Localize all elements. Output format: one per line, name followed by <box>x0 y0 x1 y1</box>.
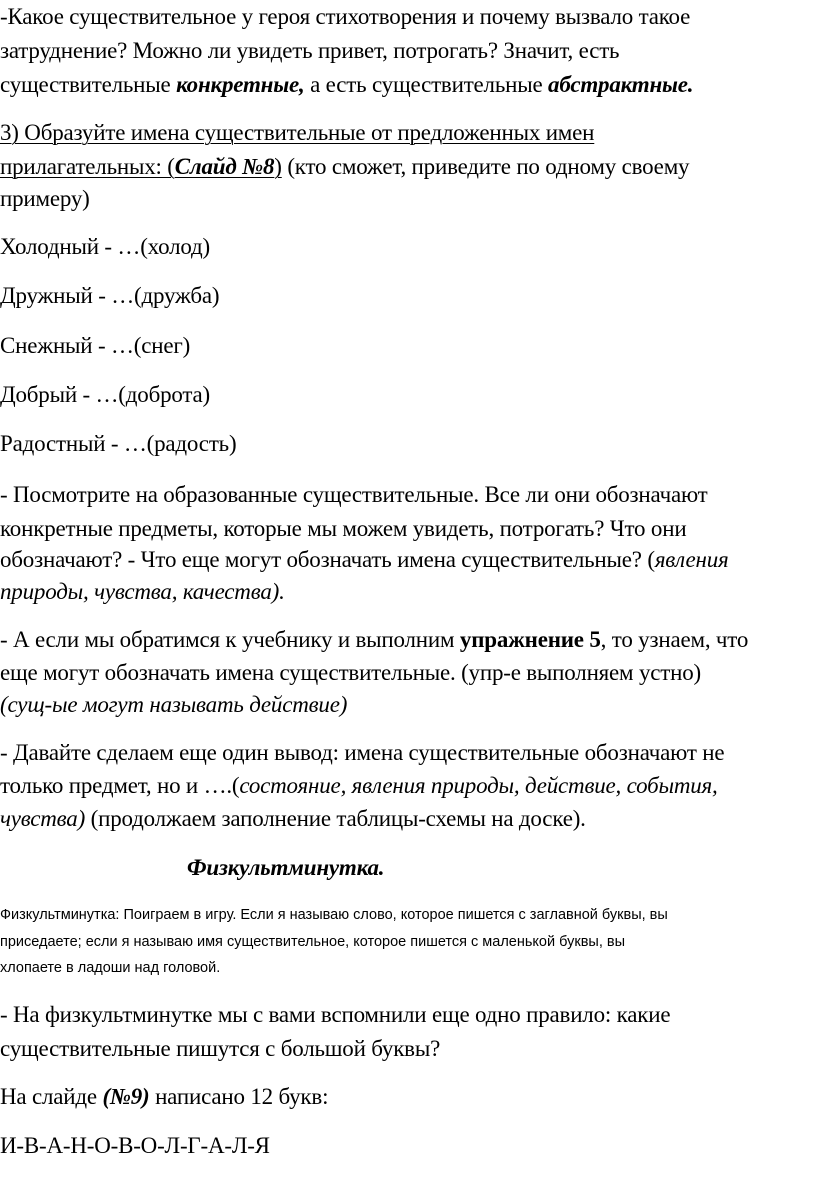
paragraph-5-line-2 <box>0 771 718 801</box>
italic-run: чувства) <box>0 806 86 831</box>
text-run: а есть существительные <box>304 72 549 97</box>
task-3-line-3: примеру) <box>0 186 90 211</box>
italic-run: природы, чувства, качества). <box>0 579 285 604</box>
italic-run: явления <box>654 547 729 572</box>
letter-sequence: И-В-А-Н-О-В-О-Л-Г-А-Л-Я <box>0 1133 270 1158</box>
list-item: Добрый - …(доброта) <box>0 382 210 407</box>
text-run: написано 12 букв: <box>149 1084 329 1109</box>
task-3-line-1: 3) Образуйте имена существительные от предложенных имен <box>0 120 595 145</box>
text-run: обозначают? - Что еще могут обозначать имена существительные? ( <box>0 547 655 572</box>
paragraph-3-line-2: конкретные предметы, которые мы можем увидеть, потрогать? Что они <box>0 516 687 541</box>
game-line-3: хлопаете в ладоши над головой. <box>0 960 221 976</box>
game-line-1: Физкультминутка: Поиграем в игру. Если я называю слово, которое пишется с заглавной буквы, вы <box>0 907 668 923</box>
term-concrete: конкретные, <box>176 72 305 97</box>
paragraph-3-line-4 <box>0 577 285 607</box>
text-run: прилагательных: ( <box>0 154 175 179</box>
paragraph-6-line-1: - На физкультминутке мы с вами вспомнили еще одно правило: какие <box>0 1002 671 1027</box>
game-line-2: приседаете; если я называю имя существительное, которое пишется с маленькой буквы, вы <box>0 934 626 950</box>
paragraph-1-line-2: затруднение? Можно ли увидеть привет, потрогать? Значит, есть <box>0 38 620 63</box>
text-run: существительные <box>0 72 177 97</box>
paragraph-4-line-3 <box>0 690 347 720</box>
section-heading: Физкультминутка. <box>187 855 385 880</box>
paragraph-7 <box>0 1082 328 1112</box>
slide-reference: (№9) <box>102 1084 150 1109</box>
list-item: Холодный - …(холод) <box>0 234 210 259</box>
italic-run: (сущ-ые могут называть действие) <box>0 692 348 717</box>
paragraph-3-line-3 <box>0 545 729 575</box>
text-run: ) <box>274 154 282 179</box>
exercise-reference: упражнение 5 <box>459 627 601 652</box>
list-item: Радостный - …(радость) <box>0 431 237 456</box>
paragraph-3-line-1: - Посмотрите на образованные существительные. Все ли они обозначают <box>0 482 708 507</box>
slide-reference: Слайд №8 <box>174 154 275 179</box>
paragraph-1-line-1: -Какое существительное у героя стихотворения и почему вызвало такое <box>0 4 691 29</box>
list-item: Снежный - …(снег) <box>0 333 191 358</box>
text-run: (кто сможет, приведите по одному своему <box>281 154 690 179</box>
list-item: Дружный - …(дружба) <box>0 283 220 308</box>
text-run: только предмет, но и ….( <box>0 773 240 798</box>
paragraph-4-line-2: еще могут обозначать имена существительные. (упр-е выполняем устно) <box>0 660 701 685</box>
term-abstract: абстрактные. <box>548 72 694 97</box>
paragraph-5-line-3 <box>0 804 586 834</box>
paragraph-4-line-1 <box>0 625 748 655</box>
paragraph-1-line-3 <box>0 70 693 100</box>
task-3-line-2 <box>0 152 689 182</box>
paragraph-6-line-2: существительные пишутся с большой буквы? <box>0 1036 441 1061</box>
text-run: , то узнаем, что <box>600 627 749 652</box>
italic-run: состояние, явления природы, действие, события, <box>239 773 718 798</box>
text-run: (продолжаем заполнение таблицы-схемы на доске). <box>85 806 586 831</box>
paragraph-5-line-1: - Давайте сделаем еще один вывод: имена существительные обозначают не <box>0 740 725 765</box>
text-run: На слайде <box>0 1084 103 1109</box>
text-run: - А если мы обратимся к учебнику и выполним <box>0 627 460 652</box>
